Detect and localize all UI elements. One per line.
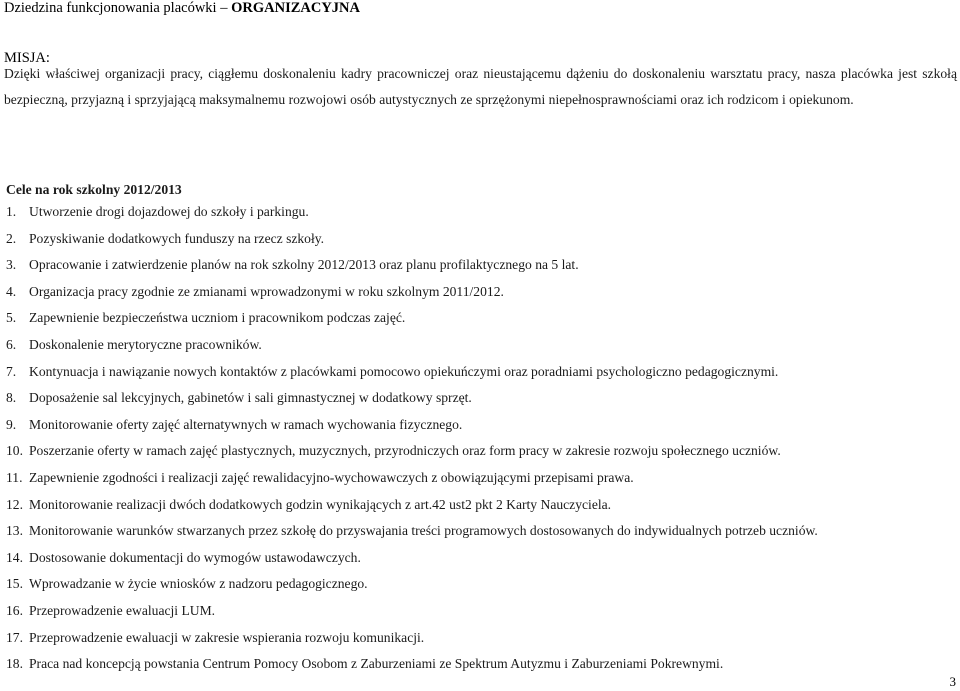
goal-number: 5.: [6, 310, 17, 326]
goal-text: Utworzenie drogi dojazdowej do szkoły i parkingu.: [29, 204, 309, 219]
goal-number: 12.: [6, 496, 23, 512]
goal-text: Monitorowanie warunków stwarzanych przez szkołę do przyswajania treści programowych dostosowanych do indywidualnych potrzeb uczniów.: [29, 523, 818, 539]
goal-text: Doposażenie sal lekcyjnych, gabinetów i sali gimnastycznej w dodatkowy sprzęt.: [29, 390, 472, 406]
goal-item: [6, 548, 361, 568]
goal-number: 11.: [6, 470, 23, 485]
goal-item: [6, 202, 309, 222]
goal-text: Organizacja pracy zgodnie ze zmianami wprowadzonymi w roku szkolnym 2011/2012.: [29, 283, 504, 299]
goal-number: 13.: [6, 523, 23, 539]
goal-text: Zapewnienie zgodności i realizacji zajęć rewalidacyjno-wychowawczych z obowiązującymi przepisami prawa.: [29, 470, 634, 485]
goal-text: Poszerzanie oferty w ramach zajęć plastycznych, muzycznych, przyrodniczych oraz form pracy w zakresie rozwoju społecznego uczniów.: [29, 443, 781, 459]
goal-item: [6, 308, 405, 328]
goal-text: Pozyskiwanie dodatkowych funduszy na rzecz szkoły.: [29, 230, 325, 246]
goal-number: 18.: [6, 656, 23, 672]
page-number: 3: [949, 674, 956, 689]
header-prefix: Dziedzina funkcjonowania placówki –: [4, 0, 232, 16]
goals-title: Cele na rok szkolny 2012/2013: [6, 182, 182, 197]
goal-item: [6, 282, 504, 302]
goal-number: 7.: [6, 363, 17, 379]
mission-text: Dzięki właściwej organizacji pracy, ciągłemu doskonaleniu kadry pracowniczej oraz nieustającemu dążeniu do doskonaleniu warsztatu pracy, nasza placówka jest szkołą bezpieczną, przyjazną i sprzyjającą maksymalnemu rozwojowi osób autystycznych ze sprzężonymi niepełnosprawnościami oraz ich rodzicom i opiekunom.: [4, 66, 957, 107]
goal-item: [6, 229, 324, 249]
goal-item: [6, 362, 778, 382]
goal-number: 9.: [6, 416, 17, 432]
header-domain-name: ORGANIZACYJNA: [231, 0, 360, 16]
goal-text: Przeprowadzenie ewaluacji LUM.: [29, 603, 216, 618]
goal-number: 1.: [6, 204, 17, 219]
goal-item: [6, 415, 462, 435]
goal-item: [6, 335, 262, 355]
goal-number: 2.: [6, 230, 17, 246]
goal-number: 15.: [6, 576, 23, 592]
goal-number: 8.: [6, 390, 17, 406]
goal-text: Wprowadzanie w życie wniosków z nadzoru pedagogicznego.: [29, 576, 368, 592]
goal-item: [6, 468, 634, 488]
goal-number: 10.: [6, 443, 23, 459]
goal-item: [6, 654, 723, 674]
goal-number: 17.: [6, 629, 23, 645]
goal-text: Monitorowanie realizacji dwóch dodatkowych godzin wynikających z art.42 ust2 pkt 2 Karty Nauczyciela.: [29, 496, 612, 512]
goal-item: [6, 574, 368, 594]
goal-number: 14.: [6, 549, 23, 565]
goal-text: Zapewnienie bezpieczeństwa uczniom i pracownikom podczas zajęć.: [29, 310, 406, 326]
goal-text: Dostosowanie dokumentacji do wymogów ustawodawczych.: [29, 549, 361, 565]
goal-text: Kontynuacja i nawiązanie nowych kontaktów z placówkami pomocowo opiekuńczymi oraz poradniami psychologiczno pedagogicznymi.: [29, 363, 779, 379]
goal-text: Doskonalenie merytoryczne pracowników.: [29, 337, 262, 352]
goal-item: [6, 495, 611, 515]
goal-text: Przeprowadzenie ewaluacji w zakresie wspierania rozwoju komunikacji.: [29, 629, 425, 645]
goal-text: Opracowanie i zatwierdzenie planów na rok szkolny 2012/2013 oraz planu profilaktycznego na 5 lat.: [29, 257, 579, 273]
page-header: [4, 0, 360, 17]
goal-item: [6, 628, 424, 648]
goal-item: [6, 601, 215, 621]
goal-number: 16.: [6, 603, 23, 618]
goal-number: 4.: [6, 283, 17, 299]
goal-text: Praca nad koncepcją powstania Centrum Pomocy Osobom z Zaburzeniami ze Spektrum Autyzmu i Zaburzeniami Pokrewnymi.: [29, 656, 724, 672]
goal-item: [6, 388, 472, 408]
goal-item: [6, 521, 818, 541]
goal-item: [6, 255, 579, 275]
goal-number: 3.: [6, 257, 17, 273]
mission-label: MISJA:: [4, 50, 50, 66]
goal-item: [6, 441, 781, 461]
goal-number: 6.: [6, 337, 17, 352]
goal-text: Monitorowanie oferty zajęć alternatywnych w ramach wychowania fizycznego.: [29, 416, 463, 432]
